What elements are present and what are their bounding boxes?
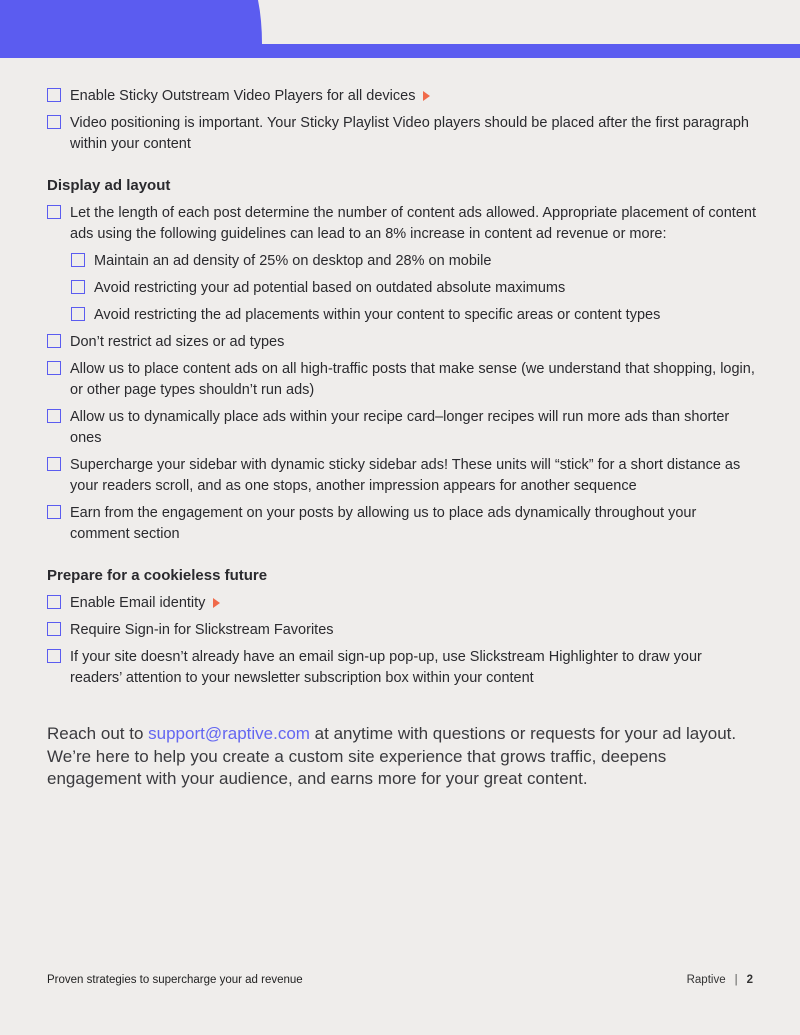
- checkbox[interactable]: [47, 334, 61, 348]
- checklist-item: [47, 332, 757, 353]
- top-checklist: [47, 86, 757, 155]
- checkbox[interactable]: [47, 595, 61, 609]
- checklist-item: [47, 647, 757, 689]
- cookieless-checklist: [47, 593, 757, 689]
- checkbox[interactable]: [71, 253, 85, 267]
- checkbox[interactable]: [47, 622, 61, 636]
- checklist-item: [71, 251, 757, 272]
- checkbox[interactable]: [47, 115, 61, 129]
- page-number: 2: [746, 974, 753, 986]
- checkbox[interactable]: [71, 280, 85, 294]
- checklist-item: [71, 278, 757, 299]
- play-arrow-icon[interactable]: [213, 598, 220, 608]
- checklist-item: [47, 113, 757, 155]
- checklist-item: [47, 593, 757, 614]
- checkbox[interactable]: [47, 457, 61, 471]
- header-purple-shape: [0, 0, 800, 58]
- footer-page-info: [687, 974, 753, 986]
- checkbox[interactable]: [47, 409, 61, 423]
- checklist-item-text: If your site doesn’t already have an email sign-up pop-up, use Slickstream Highlighter to draw your readers’ attention to your newsletter subscription box within your content: [70, 649, 702, 686]
- checklist-item-text: Enable Sticky Outstream Video Players for all devices: [70, 88, 416, 104]
- checklist-item: [47, 620, 757, 641]
- checklist-item-text: Allow us to place content ads on all high-traffic posts that make sense (we understand that shopping, login, or other page types shouldn’t run ads): [70, 361, 755, 398]
- footer-brand: Raptive: [686, 974, 726, 986]
- checklist-item: [71, 305, 757, 326]
- checkbox[interactable]: [47, 205, 61, 219]
- checklist-item-text: Avoid restricting the ad placements within your content to specific areas or content types: [94, 307, 661, 323]
- checklist-item: [47, 359, 757, 401]
- checkbox[interactable]: [71, 307, 85, 321]
- checklist-item-text: Avoid restricting your ad potential based on outdated absolute maximums: [94, 280, 566, 296]
- cookieless-heading: Prepare for a cookieless future: [47, 567, 268, 584]
- checklist-item-text: Video positioning is important. Your Sticky Playlist Video players should be placed after the first paragraph within your content: [70, 115, 749, 152]
- checklist-item: [47, 503, 757, 545]
- footer-separator: |: [734, 974, 738, 986]
- play-arrow-icon[interactable]: [423, 91, 430, 101]
- footer-tagline: Proven strategies to supercharge your ad revenue: [47, 974, 303, 986]
- checklist-item: [47, 455, 757, 497]
- checklist-item-text: Supercharge your sidebar with dynamic sticky sidebar ads! These units will “stick” for a short distance as your readers scroll, and as one stops, another impression appears for another sequence: [70, 457, 741, 494]
- checkbox[interactable]: [47, 505, 61, 519]
- checklist-item: [47, 407, 757, 449]
- checklist-item-text: Require Sign-in for Slickstream Favorites: [70, 622, 334, 638]
- checklist-item-text: Maintain an ad density of 25% on desktop and 28% on mobile: [94, 253, 492, 269]
- checklist-item-text: Don’t restrict ad sizes or ad types: [70, 334, 285, 350]
- main-content: [47, 86, 757, 791]
- outro-before: Reach out to: [47, 724, 149, 743]
- checkbox[interactable]: [47, 361, 61, 375]
- checklist-item-text: Allow us to dynamically place ads within your recipe card–longer recipes will run more ads than shorter ones: [70, 409, 730, 446]
- checklist-item: [47, 86, 757, 107]
- outro-paragraph: [47, 723, 757, 791]
- checkbox[interactable]: [47, 88, 61, 102]
- header-decoration: [0, 0, 800, 58]
- display-ad-layout-checklist: [47, 203, 757, 545]
- checklist-item: [47, 203, 757, 245]
- checklist-item-text: Enable Email identity: [70, 595, 206, 611]
- checklist-item-text: Let the length of each post determine the number of content ads allowed. Appropriate placement of content ads using the following guidelines can lead to an 8% increase in content ad revenue or more:: [70, 205, 756, 242]
- support-email-link[interactable]: support@raptive.com: [148, 724, 310, 743]
- display-ad-layout-heading: Display ad layout: [47, 177, 171, 194]
- checkbox[interactable]: [47, 649, 61, 663]
- outro-after: at anytime with questions or requests for your ad layout. We’re here to help you create a custom site experience that grows traffic, deepens engagement with your audience, and earns more for your great content.: [47, 724, 737, 788]
- checklist-item-text: Earn from the engagement on your posts by allowing us to place ads dynamically throughout your comment section: [70, 505, 697, 542]
